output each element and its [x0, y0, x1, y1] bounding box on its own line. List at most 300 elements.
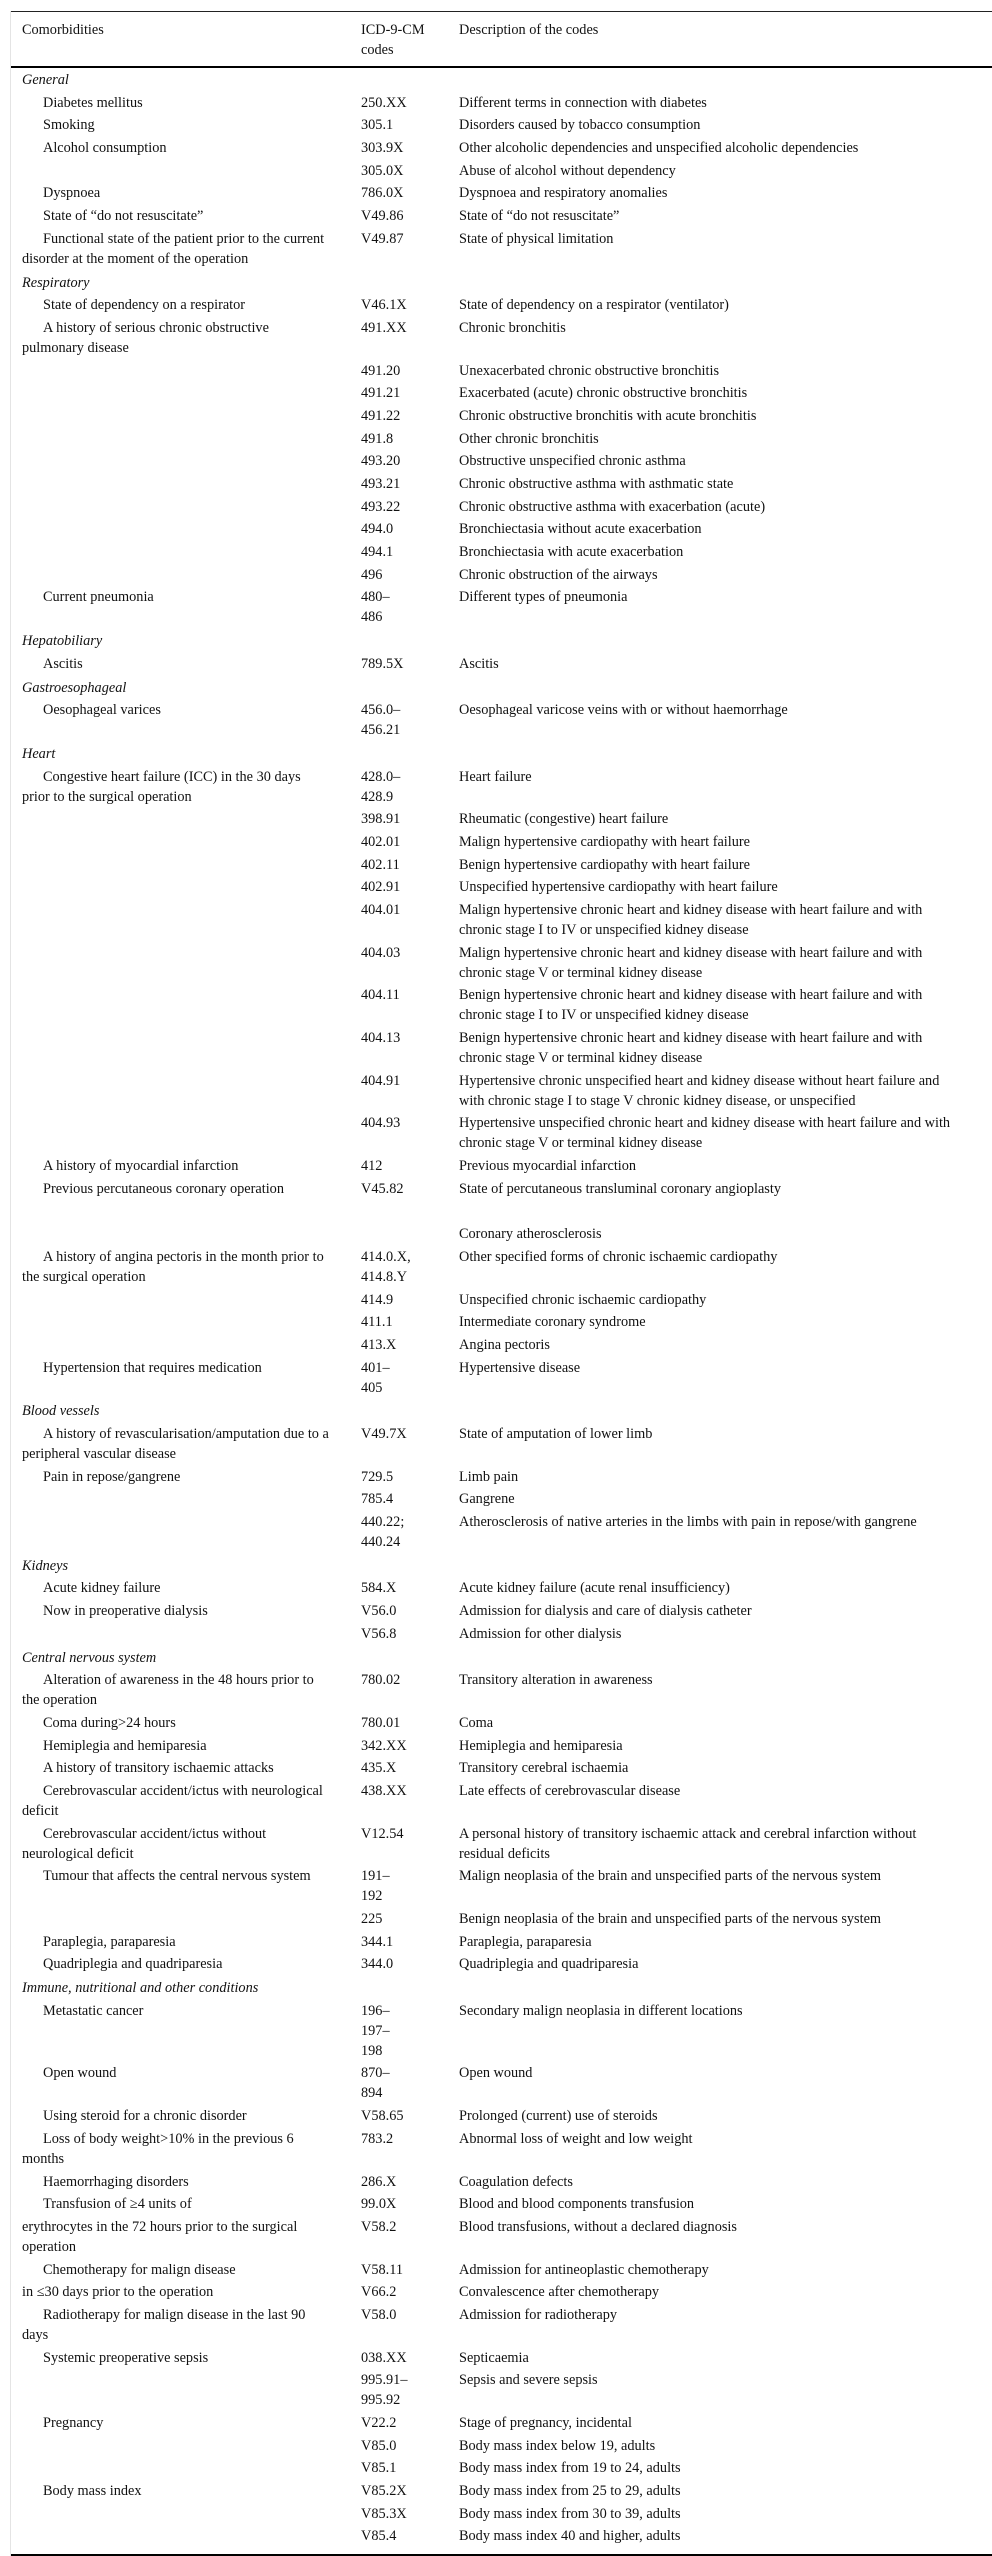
comorbidity-text: Radiotherapy for malign disease in the last 90 days [22, 2306, 306, 2343]
section-header-row [11, 1976, 992, 2000]
comorbidity-text [22, 1113, 331, 1133]
table-row [11, 1488, 992, 1511]
comorbidity-text: A history of serious chronic obstructive pulmonary disease [22, 319, 269, 356]
comorbidity-cell [11, 1178, 361, 1201]
icd9-code-cell: V85.2X [361, 2483, 407, 2500]
comorbidity-cell [11, 2525, 361, 2555]
comorbidity-text [22, 474, 331, 494]
icd9-code-cell: V56.0 [361, 1603, 397, 1620]
comorbidity-text: Transfusion of ≥4 units of [43, 2196, 192, 2213]
code-description-cell: Bronchiectasia with acute exacerbation [459, 544, 684, 561]
comorbidity-text [22, 1335, 331, 1355]
comorbidity-cell [11, 2480, 361, 2503]
section-header-row [11, 1646, 992, 1670]
comorbidity-text [22, 451, 331, 471]
comorbidity-text: State of dependency on a respirator [43, 297, 246, 314]
icd9-code-cell: 191– 192 [361, 1868, 390, 1905]
icd9-code-cell: V58.0 [361, 2306, 397, 2323]
icd9-code-cell: 870– 894 [361, 2065, 390, 2102]
comorbidity-text [22, 2370, 331, 2390]
icd9-code-cell: 342.XX [361, 1737, 407, 1754]
section-header-row [11, 271, 992, 295]
comorbidity-text: Open wound [43, 2065, 117, 2082]
table-row [11, 1334, 992, 1357]
code-description-cell: Benign hypertensive chronic heart and kidney disease with heart failure and with chronic stage I to IV or unspecified kidney disease [459, 987, 923, 1024]
code-description-cell: Hypertensive disease [459, 1359, 581, 1376]
table-row [11, 428, 992, 451]
code-description-cell: Body mass index 40 and higher, adults [459, 2528, 681, 2545]
icd9-code-cell: 412 [361, 1158, 383, 1175]
header-comorbidities: Comorbidities [22, 22, 104, 38]
comorbidity-text [22, 2526, 331, 2546]
comorbidity-text [22, 542, 331, 562]
comorbidity-text [22, 2458, 331, 2478]
comorbidity-cell [11, 2435, 361, 2458]
comorbidity-text: Systemic preoperative sepsis [43, 2349, 209, 2366]
comorbidity-cell [11, 137, 361, 160]
section-title: Central nervous system [22, 1649, 157, 1666]
comorbidity-cell [11, 2369, 361, 2412]
table-row [11, 2525, 992, 2555]
icd9-code-cell: V49.87 [361, 230, 404, 247]
comorbidity-text: A history of revascularisation/amputation due to a peripheral vascular disease [22, 1426, 329, 1462]
icd9-code-cell: 414.9 [361, 1291, 394, 1308]
icd9-code-cell: 780.01 [361, 1714, 401, 1731]
comorbidity-cell [11, 1289, 361, 1312]
icd9-code-cell: V58.11 [361, 2261, 403, 2278]
code-description-cell: Transitory cerebral ischaemia [459, 1760, 629, 1777]
comorbidity-text: A history of myocardial infarction [43, 1158, 239, 1175]
comorbidity-text [22, 383, 331, 403]
comorbidity-text: Alcohol consumption [43, 140, 167, 157]
icd9-code-cell: V66.2 [361, 2284, 397, 2301]
section-header-row [11, 629, 992, 653]
code-description-cell: Ascitis [459, 655, 499, 672]
icd9-code-cell: V22.2 [361, 2415, 397, 2431]
code-description-cell: Malign hypertensive cardiopathy with heart failure [459, 833, 750, 850]
comorbidity-cell [11, 2216, 361, 2259]
icd9-code-cell: 493.21 [361, 476, 401, 492]
table-row [11, 2216, 992, 2259]
icd9-code-cell: 496 [361, 566, 383, 583]
table-row [11, 2503, 992, 2526]
code-description-cell: Bronchiectasia without acute exacerbation [459, 521, 702, 538]
code-description-cell: Blood transfusions, without a declared diagnosis [459, 2218, 737, 2235]
comorbidity-cell [11, 2000, 361, 2063]
comorbidity-text [22, 877, 331, 897]
table-row [11, 2128, 992, 2171]
code-description-cell: Coagulation defects [459, 2173, 573, 2190]
icd9-code-cell: 435.X [361, 1760, 397, 1777]
code-description-cell: Coma [459, 1714, 494, 1731]
section-title: Immune, nutritional and other conditions [22, 1980, 259, 1997]
comorbidity-cell [11, 1735, 361, 1758]
icd9-code-cell: V56.8 [361, 1625, 397, 1642]
table-row [11, 360, 992, 383]
code-description-cell: Different types of pneumonia [459, 589, 628, 606]
comorbidity-text: Now in preoperative dialysis [43, 1603, 208, 1620]
code-description-cell: Hypertensive unspecified chronic heart and kidney disease with heart failure and with chronic stage V or terminal kidney disease [459, 1115, 951, 1152]
comorbidity-text: Diabetes mellitus [43, 94, 143, 111]
comorbidity-text [22, 497, 331, 517]
table-row [11, 653, 992, 676]
comorbidity-text: Body mass index [43, 2483, 142, 2500]
icd9-code-cell: 785.4 [361, 1491, 394, 1508]
comorbidity-text: in ≤30 days prior to the operation [22, 2284, 214, 2301]
icd9-code-cell: 404.91 [361, 1072, 401, 1089]
comorbidity-text: Current pneumonia [43, 589, 154, 606]
comorbidity-cell [11, 653, 361, 676]
comorbidity-text: State of “do not resuscitate” [43, 208, 204, 225]
icd9-code-cell: V49.86 [361, 208, 404, 225]
comorbidity-cell [11, 2105, 361, 2128]
icd9-code-cell: V46.1X [361, 297, 407, 314]
section-title: Heart [22, 745, 56, 762]
comorbidity-text: Coma during>24 hours [43, 1714, 176, 1731]
icd9-code-cell: 456.0– 456.21 [361, 702, 401, 739]
table-row [11, 1289, 992, 1312]
table-row [11, 2304, 992, 2347]
icd9-code-cell: 404.13 [361, 1030, 401, 1047]
code-description-cell: Other alcoholic dependencies and unspecified alcoholic dependencies [459, 140, 859, 157]
icd9-code-cell: 411.1 [361, 1314, 393, 1331]
table-row [11, 1953, 992, 1976]
comorbidity-cell [11, 1201, 361, 1224]
comorbidity-cell [11, 831, 361, 854]
table-row [11, 1823, 992, 1866]
comorbidity-cell [11, 1334, 361, 1357]
table-row [11, 2105, 992, 2128]
code-description-cell: Previous myocardial infarction [459, 1158, 637, 1175]
icd9-code-cell: 196– 197– 198 [361, 2002, 390, 2059]
table-row [11, 2171, 992, 2194]
icd9-code-cell: 038.XX [361, 2349, 407, 2366]
header-description: Description of the codes [459, 22, 599, 38]
comorbidity-cell [11, 114, 361, 137]
table-row [11, 876, 992, 899]
comorbidity-cell [11, 808, 361, 831]
table-row [11, 1577, 992, 1600]
icd9-code-cell: 404.01 [361, 902, 401, 918]
table-row [11, 205, 992, 228]
comorbidities-icd9-table [11, 11, 992, 2556]
comorbidity-text [22, 519, 331, 539]
comorbidity-cell [11, 1311, 361, 1334]
comorbidity-text [22, 2504, 331, 2524]
comorbidity-cell [11, 564, 361, 587]
table-row [11, 228, 992, 271]
comorbidity-text [22, 1224, 331, 1244]
comorbidity-cell [11, 1823, 361, 1866]
code-description-cell: Unspecified chronic ischaemic cardiopathy [459, 1291, 707, 1308]
table-row [11, 1246, 992, 1289]
table-body [11, 67, 992, 2555]
icd9-code-cell: 480– 486 [361, 589, 390, 626]
code-description-cell: Convalescence after chemotherapy [459, 2284, 660, 2301]
comorbidity-text [22, 1202, 331, 1222]
comorbidity-cell [11, 1623, 361, 1646]
code-description-cell: Coronary atherosclerosis [459, 1226, 602, 1243]
table-row [11, 942, 992, 985]
comorbidity-cell [11, 1865, 361, 1908]
code-description-cell: State of percutaneous transluminal coronary angioplasty [459, 1180, 781, 1197]
icd9-code-cell: 428.0– 428.9 [361, 768, 401, 805]
table-row [11, 699, 992, 742]
comorbidity-cell [11, 2412, 361, 2435]
code-description-cell: Open wound [459, 2065, 533, 2082]
icd9-code-cell: 286.X [361, 2173, 397, 2190]
table-row [11, 1908, 992, 1931]
icd9-code-cell: 402.01 [361, 833, 401, 850]
comorbidity-text [22, 1909, 331, 1929]
comorbidity-cell [11, 1070, 361, 1113]
comorbidity-cell [11, 1712, 361, 1735]
code-description-cell: Exacerbated (acute) chronic obstructive bronchitis [459, 385, 748, 402]
table-row [11, 1600, 992, 1623]
code-description-cell: State of dependency on a respirator (ventilator) [459, 297, 729, 314]
table-row [11, 1112, 992, 1155]
table-row [11, 1201, 992, 1224]
code-description-cell: Admission for radiotherapy [459, 2306, 618, 2323]
table-row [11, 1178, 992, 1201]
table-row [11, 1757, 992, 1780]
table-row [11, 182, 992, 205]
comorbidity-text: Ascitis [43, 655, 83, 672]
comorbidity-cell [11, 405, 361, 428]
icd9-code-cell: 404.03 [361, 944, 401, 961]
table-row [11, 114, 992, 137]
comorbidity-cell [11, 984, 361, 1027]
code-description-cell: Dyspnoea and respiratory anomalies [459, 185, 668, 202]
table-row [11, 137, 992, 160]
comorbidity-text: Loss of body weight>10% in the previous 6 months [22, 2130, 294, 2167]
code-description-cell: Atherosclerosis of native arteries in the limbs with pain in repose/with gangrene [459, 1514, 917, 1531]
comorbidity-text: A history of angina pectoris in the month prior to the surgical operation [22, 1248, 324, 1285]
comorbidity-cell [11, 1931, 361, 1954]
table-row [11, 518, 992, 541]
code-description-cell: Abuse of alcohol without dependency [459, 162, 676, 179]
code-description-cell: Chronic obstruction of the airways [459, 566, 658, 583]
code-description-cell: Secondary malign neoplasia in different locations [459, 2002, 743, 2019]
comorbidity-cell [11, 1246, 361, 1289]
code-description-cell: Blood and blood components transfusion [459, 2196, 695, 2213]
section-title: Respiratory [22, 274, 90, 291]
icd9-code-cell: 491.22 [361, 407, 401, 424]
icd9-code-cell: 305.0X [361, 162, 404, 179]
icd9-code-cell: V85.1 [361, 2460, 397, 2477]
icd9-code-cell: V49.7X [361, 1426, 407, 1442]
code-description-cell: Obstructive unspecified chronic asthma [459, 453, 686, 470]
section-header-row [11, 67, 992, 92]
table-row [11, 1357, 992, 1400]
icd9-code-cell: 789.5X [361, 655, 404, 672]
table-row [11, 2412, 992, 2435]
code-description-cell: Paraplegia, paraparesia [459, 1933, 592, 1950]
icd9-code-cell: V58.65 [361, 2108, 404, 2125]
comorbidity-text: Acute kidney failure [43, 1580, 161, 1597]
comorbidity-cell [11, 1757, 361, 1780]
comorbidity-cell [11, 2347, 361, 2370]
icd9-code-cell: 225 [361, 1911, 383, 1927]
comorbidity-cell [11, 2193, 361, 2216]
comorbidity-text [22, 1489, 331, 1509]
comorbidity-cell [11, 317, 361, 360]
table-row [11, 1155, 992, 1178]
table-row [11, 496, 992, 519]
comorbidity-text: Previous percutaneous coronary operation [43, 1180, 284, 1197]
comorbidity-text: Oesophageal varices [43, 702, 161, 719]
comorbidity-text: Using steroid for a chronic disorder [43, 2108, 247, 2125]
icd9-code-cell: 250.XX [361, 94, 407, 111]
comorbidity-text: Hemiplegia and hemiparesia [43, 1737, 207, 1754]
icd9-code-cell: 414.0.X, 414.8.Y [361, 1248, 411, 1285]
comorbidity-cell [11, 942, 361, 985]
code-description-cell: Prolonged (current) use of steroids [459, 2108, 658, 2125]
table-row [11, 564, 992, 587]
icd9-code-cell: 491.21 [361, 385, 401, 402]
comorbidity-cell [11, 92, 361, 115]
code-description-cell: Unspecified hypertensive cardiopathy with heart failure [459, 879, 778, 896]
comorbidity-text: Tumour that affects the central nervous system [43, 1868, 311, 1885]
table-row [11, 160, 992, 183]
code-description-cell [459, 1201, 992, 1224]
code-description-cell: Limb pain [459, 1468, 519, 1485]
code-description-cell: Oesophageal varicose veins with or without haemorrhage [459, 702, 788, 719]
icd9-code-cell: 438.XX [361, 1782, 407, 1799]
icd9-code-cell: V85.0 [361, 2437, 397, 2454]
icd9-code-cell: 401– 405 [361, 1359, 390, 1396]
code-description-cell: A personal history of transitory ischaemic attack and cerebral infarction without residual deficits [459, 1825, 917, 1862]
comorbidity-cell [11, 2128, 361, 2171]
table-row [11, 1466, 992, 1489]
comorbidity-cell [11, 473, 361, 496]
code-description-cell: Malign hypertensive chronic heart and kidney disease with heart failure and with chronic stage V or terminal kidney disease [459, 944, 923, 981]
comorbidity-cell [11, 2259, 361, 2282]
comorbidity-text [22, 406, 331, 426]
section-header-row [11, 1399, 992, 1423]
code-description-cell: Transitory alteration in awareness [459, 1672, 653, 1689]
comorbidity-text: Pain in repose/gangrene [43, 1468, 181, 1485]
comorbidity-cell [11, 766, 361, 809]
icd9-code-cell: 398.91 [361, 811, 401, 828]
code-description-cell: Admission for dialysis and care of dialysis catheter [459, 1603, 752, 1620]
comorbidity-text: Pregnancy [43, 2415, 104, 2431]
code-description-cell: Admission for other dialysis [459, 1625, 622, 1642]
comorbidity-text: Cerebrovascular accident/ictus with neurological deficit [22, 1782, 323, 1819]
comorbidity-cell [11, 1600, 361, 1623]
comorbidity-text [22, 2436, 331, 2456]
comorbidity-text: Paraplegia, paraparesia [43, 1933, 176, 1950]
icd9-code-cell: V45.82 [361, 1180, 404, 1197]
table-row [11, 2259, 992, 2282]
comorbidity-text: Dyspnoea [43, 185, 101, 202]
table-row [11, 92, 992, 115]
icd9-code-cell: 413.X [361, 1336, 397, 1353]
comorbidity-text [22, 1028, 331, 1048]
code-description-cell: State of physical limitation [459, 230, 614, 247]
comorbidity-cell [11, 854, 361, 877]
comorbidity-text: Haemorrhaging disorders [43, 2173, 189, 2190]
comorbidity-cell [11, 2457, 361, 2480]
table-row [11, 899, 992, 942]
comorbidity-cell [11, 2062, 361, 2105]
section-title: Hepatobiliary [22, 633, 103, 650]
comorbidity-cell [11, 1357, 361, 1400]
comorbidity-cell [11, 182, 361, 205]
code-description-cell: Chronic obstructive bronchitis with acute bronchitis [459, 407, 757, 424]
code-description-cell: Disorders caused by tobacco consumption [459, 117, 701, 134]
icd9-code-cell: 493.20 [361, 453, 401, 470]
icd9-code-cell: 402.11 [361, 856, 400, 873]
icd9-code-cell: 344.0 [361, 1956, 394, 1973]
comorbidity-text: Quadriplegia and quadriparesia [43, 1956, 223, 1973]
code-description-cell: Septicaemia [459, 2349, 529, 2366]
table-row [11, 2062, 992, 2105]
code-description-cell: State of “do not resuscitate” [459, 208, 620, 225]
icd9-code-cell: 995.91– 995.92 [361, 2372, 408, 2409]
comorbidity-text [22, 943, 331, 963]
comorbidity-cell [11, 2171, 361, 2194]
table-row [11, 1712, 992, 1735]
table-row [11, 541, 992, 564]
table-row [11, 382, 992, 405]
code-description-cell: Sepsis and severe sepsis [459, 2372, 598, 2389]
table-row [11, 1070, 992, 1113]
header-icd9-codes: ICD-9-CM codes [361, 22, 425, 58]
table-row [11, 2347, 992, 2370]
code-description-cell: Rheumatic (congestive) heart failure [459, 811, 669, 828]
table-row [11, 2480, 992, 2503]
table-row [11, 1027, 992, 1070]
comorbidity-cell [11, 1466, 361, 1489]
section-title: Kidneys [22, 1557, 69, 1574]
comorbidity-text [22, 1071, 331, 1091]
icd9-code-cell: 344.1 [361, 1933, 394, 1950]
comorbidity-text [22, 1624, 331, 1644]
table-row [11, 831, 992, 854]
code-description-cell: Other specified forms of chronic ischaemic cardiopathy [459, 1248, 778, 1265]
icd9-code-cell: 584.X [361, 1580, 397, 1597]
table-row [11, 1423, 992, 1466]
comorbidity-cell [11, 160, 361, 183]
code-description-cell: Angina pectoris [459, 1336, 550, 1353]
code-description-cell: Late effects of cerebrovascular disease [459, 1782, 681, 1799]
code-description-cell: Hypertensive chronic unspecified heart and kidney disease without heart failure and with chronic stage I to stage V chronic kidney disease, or unspecified [459, 1072, 940, 1109]
table-row [11, 1511, 992, 1554]
comorbidity-text [22, 161, 331, 181]
icd9-code-cell: 404.93 [361, 1115, 401, 1132]
table-row [11, 808, 992, 831]
table-row [11, 1223, 992, 1246]
code-description-cell: Malign neoplasia of the brain and unspecified parts of the nervous system [459, 1868, 882, 1885]
code-description-cell: Body mass index below 19, adults [459, 2437, 656, 2454]
comorbidity-text [22, 985, 331, 1005]
comorbidity-cell [11, 1488, 361, 1511]
comorbidity-cell [11, 699, 361, 742]
comorbidity-text: Chemotherapy for malign disease [43, 2261, 236, 2278]
comorbidity-cell [11, 360, 361, 383]
icd9-code-cell: 780.02 [361, 1672, 401, 1689]
table-row [11, 2193, 992, 2216]
comorbidity-text [22, 900, 331, 920]
comorbidity-cell [11, 428, 361, 451]
comorbidity-cell [11, 1577, 361, 1600]
icd9-code-cell: V12.54 [361, 1825, 404, 1842]
icd9-code-cell: V85.3X [361, 2505, 407, 2522]
code-description-cell: Hemiplegia and hemiparesia [459, 1737, 623, 1754]
table-row [11, 1735, 992, 1758]
code-description-cell: Gangrene [459, 1491, 515, 1508]
